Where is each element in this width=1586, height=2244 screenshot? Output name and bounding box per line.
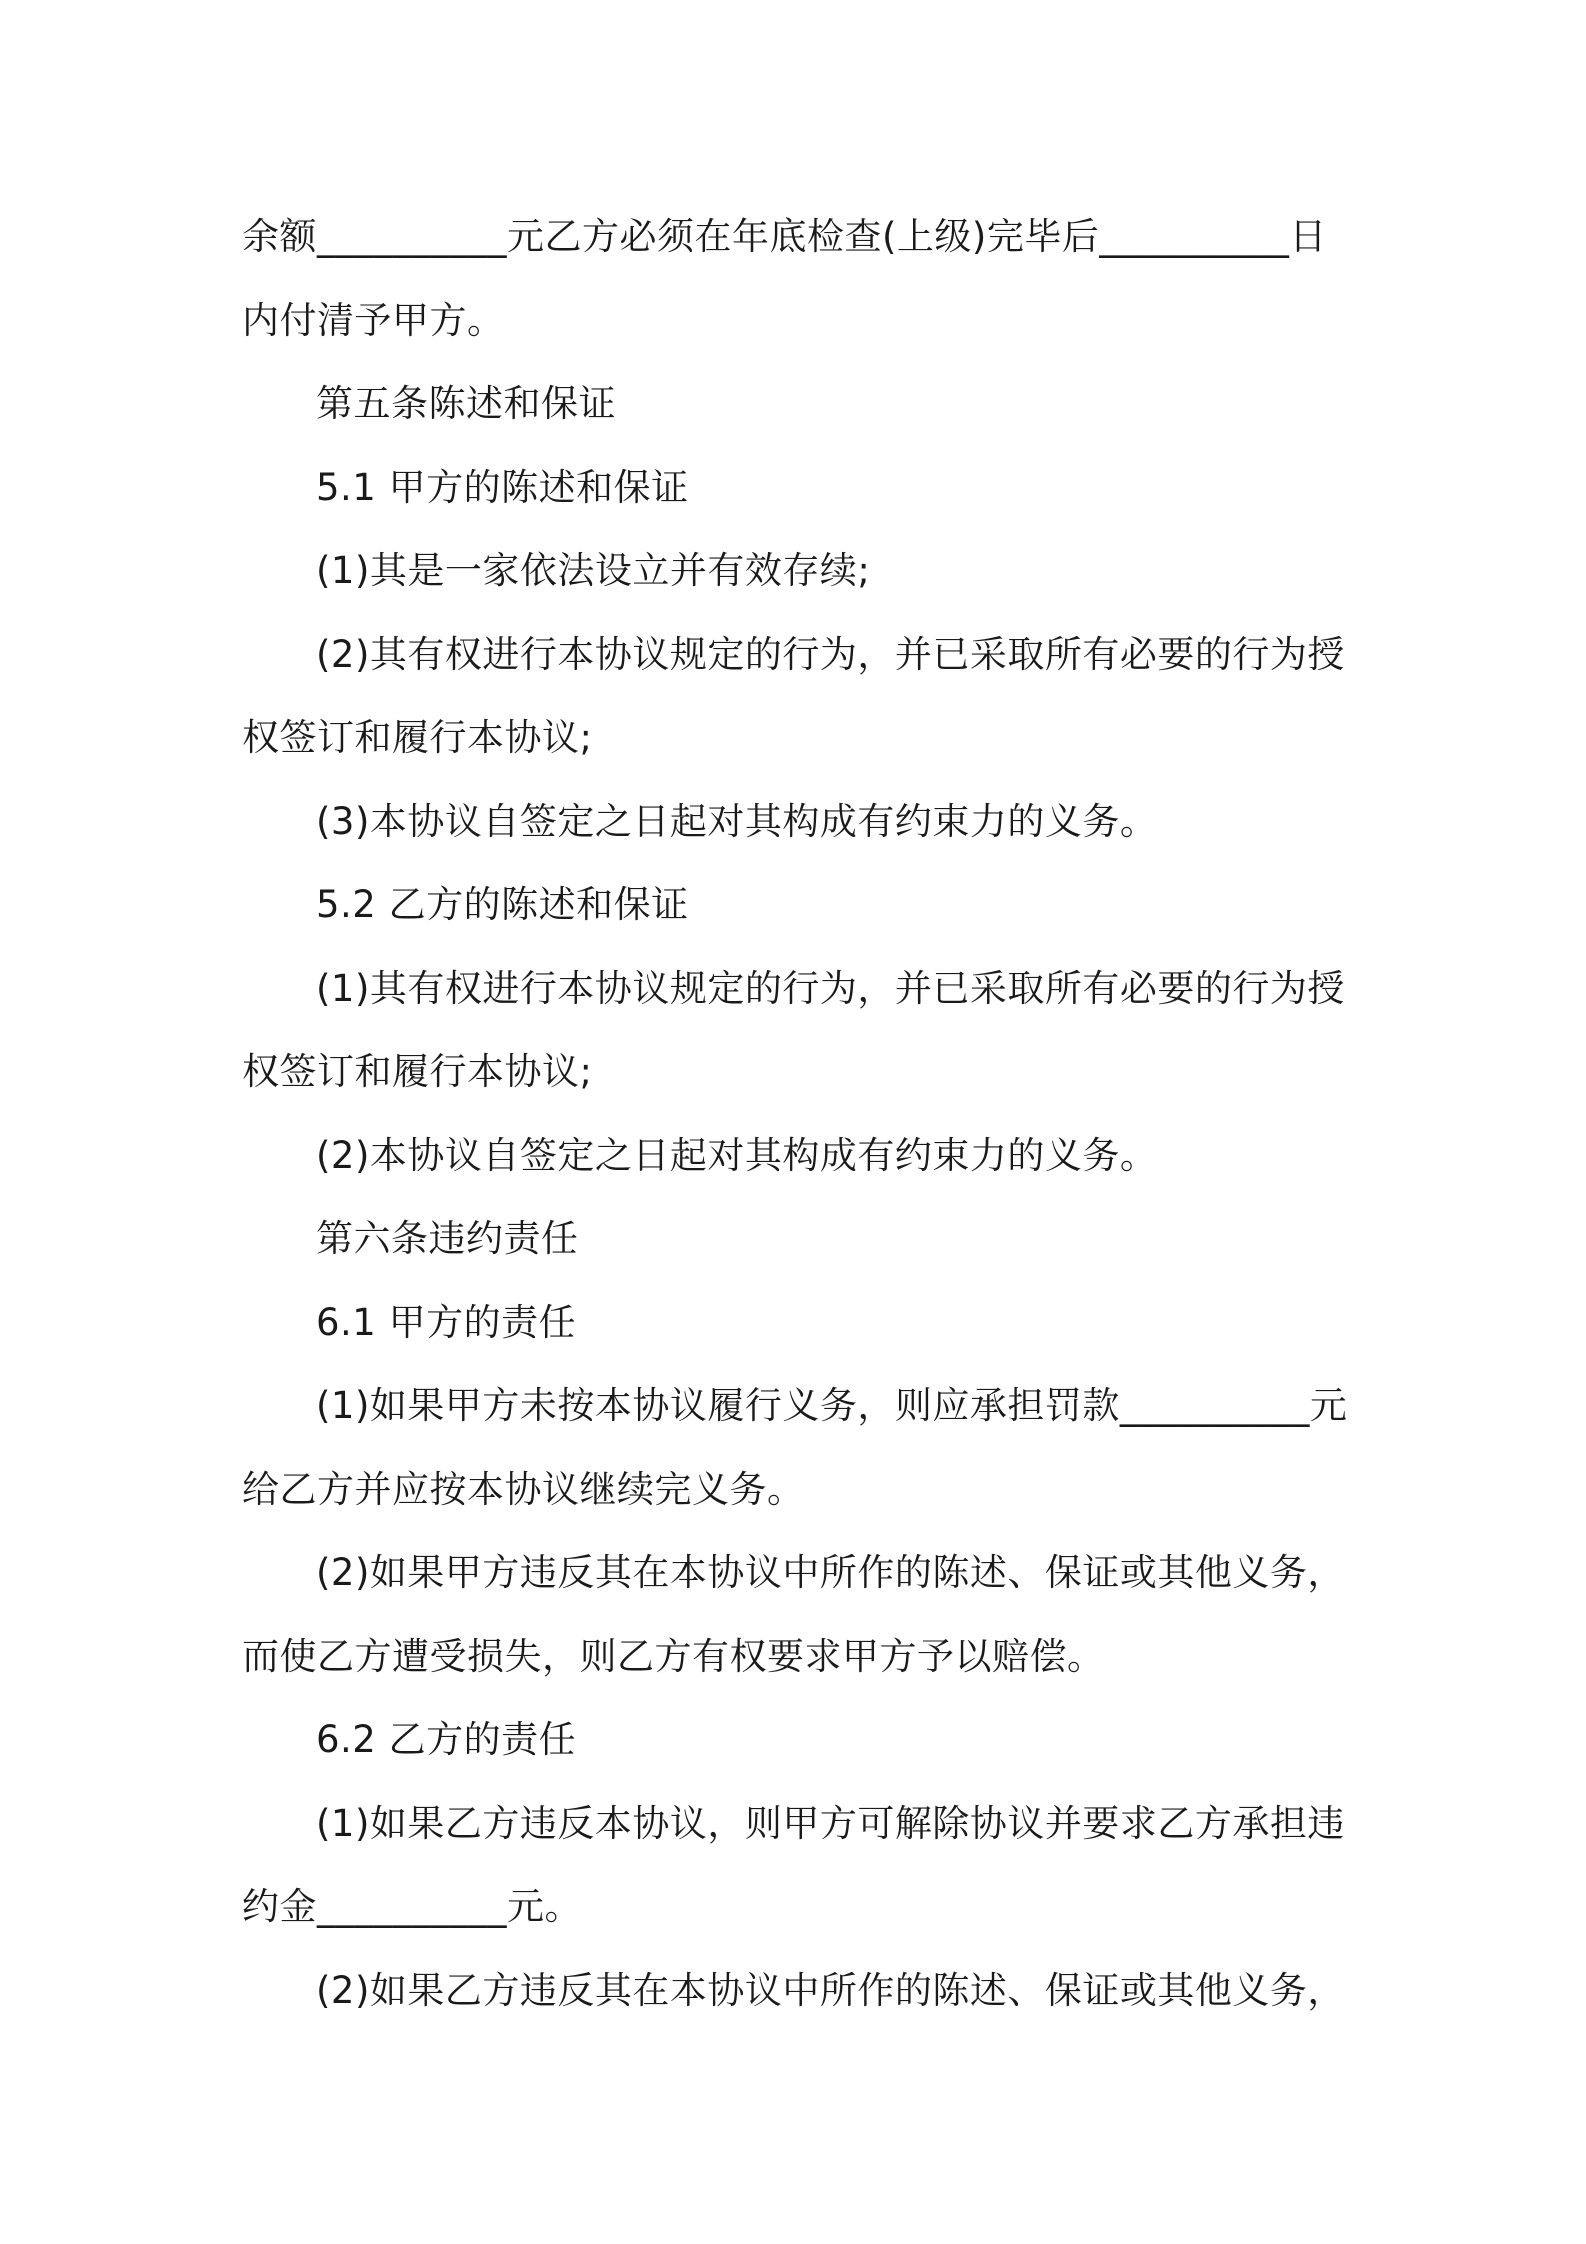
text-line: 权签订和履行本协议;: [242, 1050, 593, 1093]
text-line: 给乙方并应按本协议继续完义务。: [242, 1467, 805, 1511]
clause-5-1-2: [242, 613, 1352, 780]
section-5-2-heading: [242, 863, 1352, 947]
text-line: (2)如果乙方违反其在本协议中所作的陈述、保证或其他义务，: [316, 1968, 1345, 2012]
text-line: (1)如果甲方未按本协议履行义务，则应承担罚款__________元: [316, 1384, 1348, 1427]
clause-5-1-1: [242, 529, 1352, 613]
clause-6-1-2: [242, 1531, 1352, 1698]
article-6-heading: [242, 1197, 1352, 1281]
text-line: 第六条违约责任: [316, 1217, 579, 1260]
section-6-1-heading: [242, 1281, 1352, 1365]
text-line: (1)其有权进行本协议规定的行为，并已采取所有必要的行为授: [316, 966, 1345, 1010]
text-line: 第五条陈述和保证: [316, 382, 616, 425]
clause-6-1-1: [242, 1364, 1352, 1531]
text-line: (3)本协议自签定之日起对其构成有约束力的义务。: [316, 799, 1158, 843]
text-line: 6.1 甲方的责任: [316, 1300, 577, 1344]
clause-5-1-3: [242, 780, 1352, 864]
document-body: [242, 195, 1352, 2032]
clause-5-2-2: [242, 1114, 1352, 1198]
text-line: 余额__________元乙方必须在年底检查(上级)完毕后__________日: [242, 215, 1327, 258]
text-line: (1)其是一家依法设立并有效存续;: [316, 549, 871, 592]
clause-5-2-1: [242, 947, 1352, 1114]
text-line: (1)如果乙方违反本协议，则甲方可解除协议并要求乙方承担违: [316, 1801, 1345, 1845]
text-line: (2)如果甲方违反其在本协议中所作的陈述、保证或其他义务，: [316, 1551, 1345, 1594]
text-line: (2)其有权进行本协议规定的行为，并已采取所有必要的行为授: [316, 632, 1345, 676]
clause-6-2-2: [242, 1949, 1352, 2033]
text-line: 5.2 乙方的陈述和保证: [316, 883, 689, 926]
article-5-heading: [242, 362, 1352, 446]
paragraph-balance-payment: [242, 195, 1352, 362]
text-line: (2)本协议自签定之日起对其构成有约束力的义务。: [316, 1133, 1158, 1177]
text-line: 5.1 甲方的陈述和保证: [316, 465, 689, 509]
text-line: 而使乙方遭受损失，则乙方有权要求甲方予以赔偿。: [242, 1634, 1105, 1678]
text-line: 6.2 乙方的责任: [316, 1718, 577, 1761]
text-line: 内付清予甲方。: [242, 298, 505, 342]
clause-6-2-1: [242, 1782, 1352, 1949]
text-line: 权签订和履行本协议;: [242, 716, 593, 759]
section-6-2-heading: [242, 1698, 1352, 1782]
section-5-1-heading: [242, 446, 1352, 530]
text-line: 约金__________元。: [242, 1885, 582, 1928]
